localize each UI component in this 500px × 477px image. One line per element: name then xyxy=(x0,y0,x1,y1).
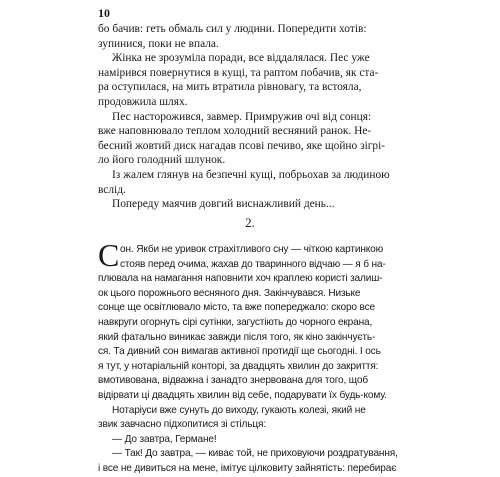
text-line: Нотаріуси вже сунуть до виходу, гукають колезі, який не xyxy=(112,404,366,416)
text-line: бо бачив: геть обмаль сил у людини. Попередити хотів: xyxy=(98,23,367,35)
text-line: сонце ще освітлювало місто, та вже попереджало: скоро все xyxy=(98,302,375,314)
text-line: Із жалем глянув на безпечні кущі, побрьохав за людиною xyxy=(112,168,390,181)
text-line: вмотивована, відважна і занадто знервована для того, щоб xyxy=(98,375,368,387)
text-line: намірився повернутися в кущі, та раптом побачив, як ста- xyxy=(98,66,379,79)
part2-text xyxy=(98,243,401,477)
text-line: Попереду маячив довгий виснажливий день... xyxy=(112,198,335,211)
text-line: ок цього порожнього весняного дня. Закінчувався. Низьке xyxy=(98,287,361,299)
chapter-number: 2. xyxy=(245,215,255,230)
text-line: ра оступилася, на мить втратила рівновагу, та встояла, xyxy=(98,81,362,94)
text-line: ло його голодний шлунок. xyxy=(98,154,226,167)
text-line: — Так! До завтра, — киває той, не приховуючи роздратування, xyxy=(112,448,398,460)
text-line: вслід. xyxy=(98,183,126,196)
text-line: я тут, у нотаріальній конторі, за двадцять хвилин до закриття: xyxy=(98,360,379,372)
text-line: і все не дивиться на мене, імітує цілковиту зайнятість: перебирає xyxy=(98,462,397,474)
page-number: 10 xyxy=(98,6,110,20)
text-line: який фатально виникає завжди після того, як кіно закінчуєть- xyxy=(98,331,376,343)
text-line: звик завчасно підхопитися зі стільця: xyxy=(98,419,266,431)
text-line: відірвати ці двадцять хвилин від себе, подарувати їх будь-кому. xyxy=(98,389,387,401)
text-line: Пес насторожився, завмер. Примружив очі від сонця: xyxy=(112,110,372,123)
drop-cap: С xyxy=(98,237,120,273)
text-line: продовжила шлях. xyxy=(98,95,188,108)
part1-text xyxy=(98,22,401,212)
text-line: он. Якби не уривок страхітливого сну — чіткою картинкою xyxy=(120,244,384,255)
text-line: бесний жовтий диск нагадав псові печиво, яке щойно зігрі- xyxy=(98,139,386,152)
text-line: Жінка не зрозуміла поради, все віддалялася. Пес уже xyxy=(112,52,370,65)
text-line: зупинися, поки не впала. xyxy=(98,37,219,50)
text-line: ся. Та дивний сон вимагав активної протидії ще сьогодні. І ось xyxy=(98,346,381,358)
text-line: — До завтра, Германе! xyxy=(112,433,217,445)
text-line: стояв перед очима, жахав до тваринного відчаю — я б на- xyxy=(120,258,386,270)
text-line: вже наповнювало теплом холодний весняний ранок. Не- xyxy=(98,125,372,138)
text-line: плювала на намагання наповнити хоч краплею користі залиш- xyxy=(98,273,383,285)
text-line: навкруги огорнуть сірі сутінки, загустіють до чорного екрана, xyxy=(98,316,373,328)
